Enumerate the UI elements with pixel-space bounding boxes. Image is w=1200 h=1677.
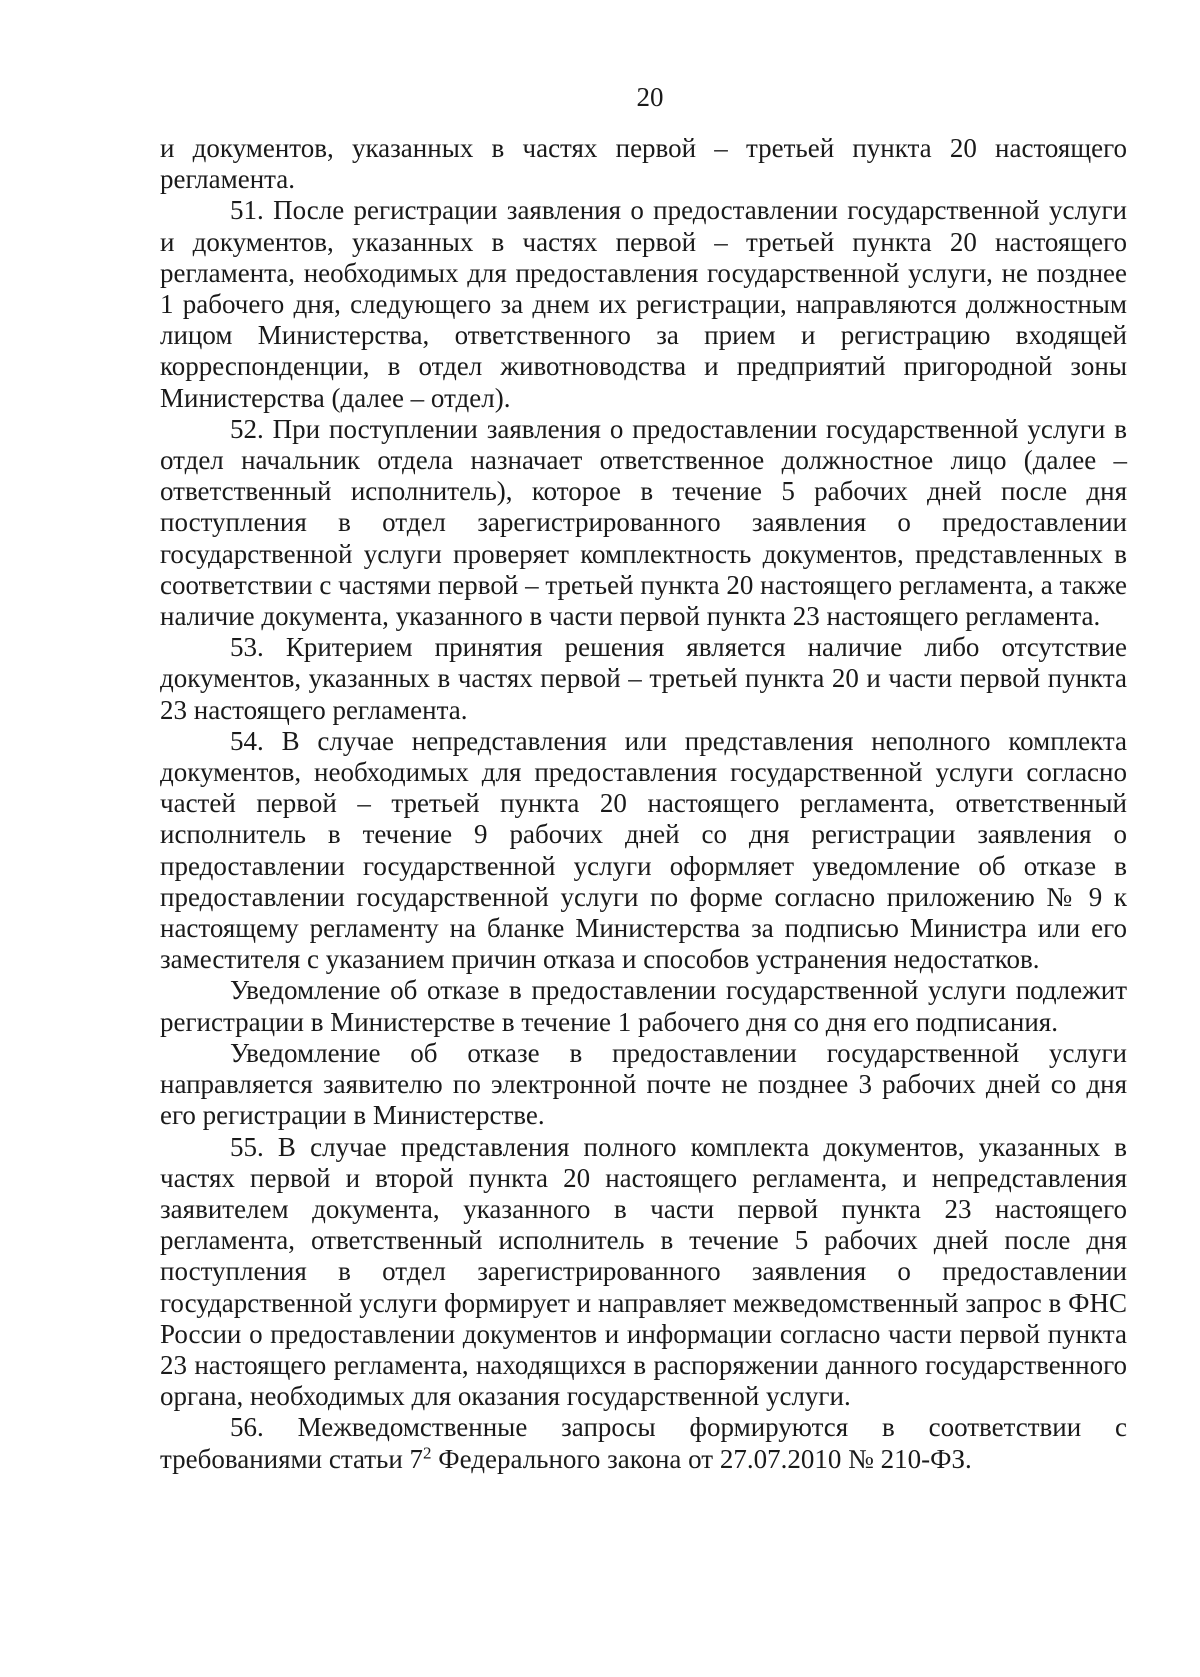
paragraph-56-superscript: 2 bbox=[423, 1443, 432, 1463]
paragraph-56-text-end: Федерального закона от 27.07.2010 № 210-ФЗ. bbox=[431, 1443, 972, 1474]
paragraph-55: 55. В случае представления полного комплекта документов, указанных в частях первой и второй пункта 20 настоящего регламента, и непредставления заявителем документа, указанного в части первой пункта 23 настоящего регламента, ответственный исполнитель в течение 5 рабочих дней после дня поступления в отдел зарегистрированного заявления о предоставлении государственной услуги формирует и направляет межведомственный запрос в ФНС России о предоставлении документов и информации согласно части первой пункта 23 настоящего регламента, находящихся в распоряжении данного государственного органа, необходимых для оказания государственной услуги. bbox=[160, 1131, 1127, 1412]
paragraph-54-notice-sending: Уведомление об отказе в предоставлении государственной услуги направляется заявителю по электронной почте не позднее 3 рабочих дней со дня его регистрации в Министерстве. bbox=[160, 1037, 1127, 1131]
paragraph-51: 51. После регистрации заявления о предоставлении государственной услуги и документов, указанных в частях первой – третьей пункта 20 настоящего регламента, необходимых для предоставления государственной услуги, не позднее 1 рабочего дня, следующего за днем их регистрации, направляются должностным лицом Министерства, ответственного за прием и регистрацию входящей корреспонденции, в отдел животноводства и предприятий пригородной зоны Министерства (далее – отдел). bbox=[160, 195, 1127, 413]
paragraph-53: 53. Критерием принятия решения является наличие либо отсутствие документов, указанных в частях первой – третьей пункта 20 и части первой пункта 23 настоящего регламента. bbox=[160, 632, 1127, 725]
paragraph-56-text-start: 56. Межведомственные запросы формируются в соответствии с требованиями статьи 7 bbox=[160, 1412, 1127, 1474]
document-body bbox=[160, 133, 1127, 1475]
paragraph-56 bbox=[160, 1412, 1127, 1474]
paragraph-52: 52. При поступлении заявления о предоставлении государственной услуги в отдел начальник отдела назначает ответственное должностное лицо (далее – ответственный исполнитель), которое в течение 5 рабочих дней после дня поступления в отдел зарегистрированного заявления о предоставлении государственной услуги проверяет комплектность документов, представленных в соответствии с частями первой – третьей пункта 20 настоящего регламента, а также наличие документа, указанного в части первой пункта 23 настоящего регламента. bbox=[160, 413, 1127, 632]
paragraph-54-notice-registration: Уведомление об отказе в предоставлении государственной услуги подлежит регистрации в Министерстве в течение 1 рабочего дня со дня его подписания. bbox=[160, 975, 1127, 1037]
page-number: 20 bbox=[636, 82, 664, 112]
paragraph-54: 54. В случае непредставления или представления неполного комплекта документов, необходимых для предоставления государственной услуги согласно частей первой – третьей пункта 20 настоящего регламента, ответственный исполнитель в течение 9 рабочих дней со дня регистрации заявления о предоставлении государственной услуги оформляет уведомление об отказе в предоставлении государственной услуги по форме согласно приложению № 9 к настоящему регламенту на бланке Министерства за подписью Министра или его заместителя с указанием причин отказа и способов устранения недостатков. bbox=[160, 725, 1127, 975]
paragraph-continuation: и документов, указанных в частях первой – третьей пункта 20 настоящего регламента. bbox=[160, 133, 1127, 195]
